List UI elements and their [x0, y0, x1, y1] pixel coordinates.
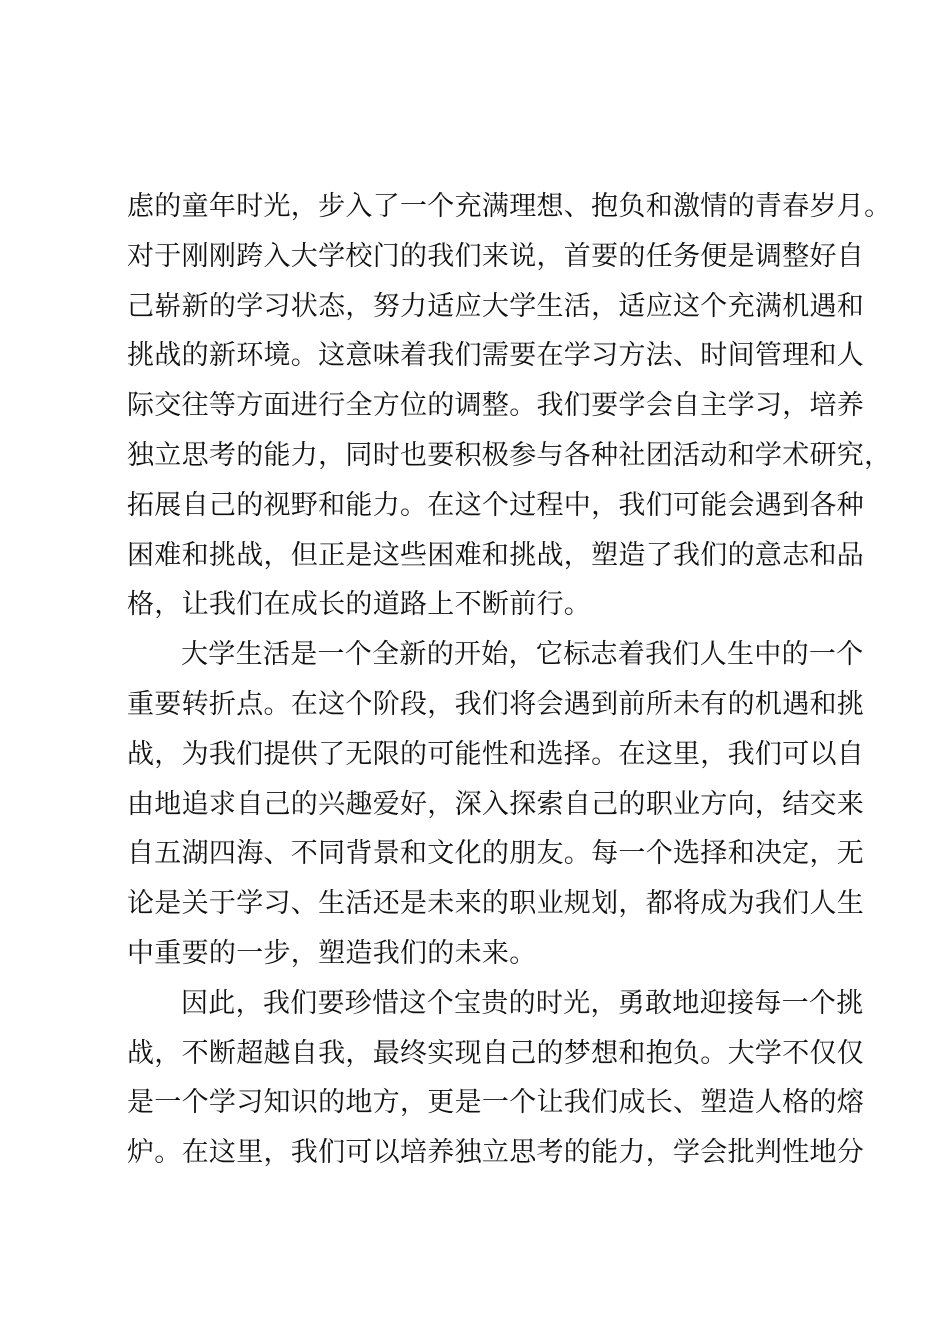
document-body	[127, 182, 892, 1178]
text-line: 大学生活是一个全新的开始，它标志着我们人生中的一个	[181, 639, 864, 671]
paragraph-2	[127, 630, 865, 979]
text-line: 由地追求自己的兴趣爱好，深入探索自己的职业方向，结交来	[127, 788, 865, 820]
text-line: 重要转折点。在这个阶段，我们将会遇到前所未有的机遇和挑	[127, 688, 865, 720]
text-line: 中重要的一步，塑造我们的未来。	[127, 937, 537, 969]
text-line: 拓展自己的视野和能力。在这个过程中，我们可能会遇到各种	[127, 489, 865, 521]
text-line: 自五湖四海、不同背景和文化的朋友。每一个选择和决定，无	[127, 838, 865, 870]
text-line: 虑的童年时光，步入了一个充满理想、抱负和激情的青春岁月。	[127, 191, 892, 222]
text-line: 际交往等方面进行全方位的调整。我们要学会自主学习，培养	[127, 390, 865, 422]
paragraph-1	[127, 182, 892, 630]
text-line: 战，不断超越自我，最终实现自己的梦想和抱负。大学不仅仅	[127, 1037, 865, 1069]
text-line: 炉。在这里，我们可以培养独立思考的能力，学会批判性地分	[127, 1137, 865, 1169]
text-line: 困难和挑战，但正是这些困难和挑战，塑造了我们的意志和品	[127, 539, 865, 571]
text-line: 因此，我们要珍惜这个宝贵的时光，勇敢地迎接每一个挑	[181, 987, 864, 1019]
text-line: 是一个学习知识的地方，更是一个让我们成长、塑造人格的熔	[127, 1087, 865, 1119]
text-line: 战，为我们提供了无限的可能性和选择。在这里，我们可以自	[127, 738, 865, 770]
text-line: 己崭新的学习状态，努力适应大学生活，适应这个充满机遇和	[127, 290, 865, 322]
text-line: 独立思考的能力，同时也要积极参与各种社团活动和学术研究，	[127, 439, 892, 471]
text-line: 挑战的新环境。这意味着我们需要在学习方法、时间管理和人	[127, 340, 865, 372]
text-line: 论是关于学习、生活还是未来的职业规划，都将成为我们人生	[127, 888, 865, 920]
text-line: 格，让我们在成长的道路上不断前行。	[127, 589, 592, 621]
text-line: 对于刚刚跨入大学校门的我们来说，首要的任务便是调整好自	[127, 240, 865, 272]
paragraph-3	[127, 979, 865, 1178]
